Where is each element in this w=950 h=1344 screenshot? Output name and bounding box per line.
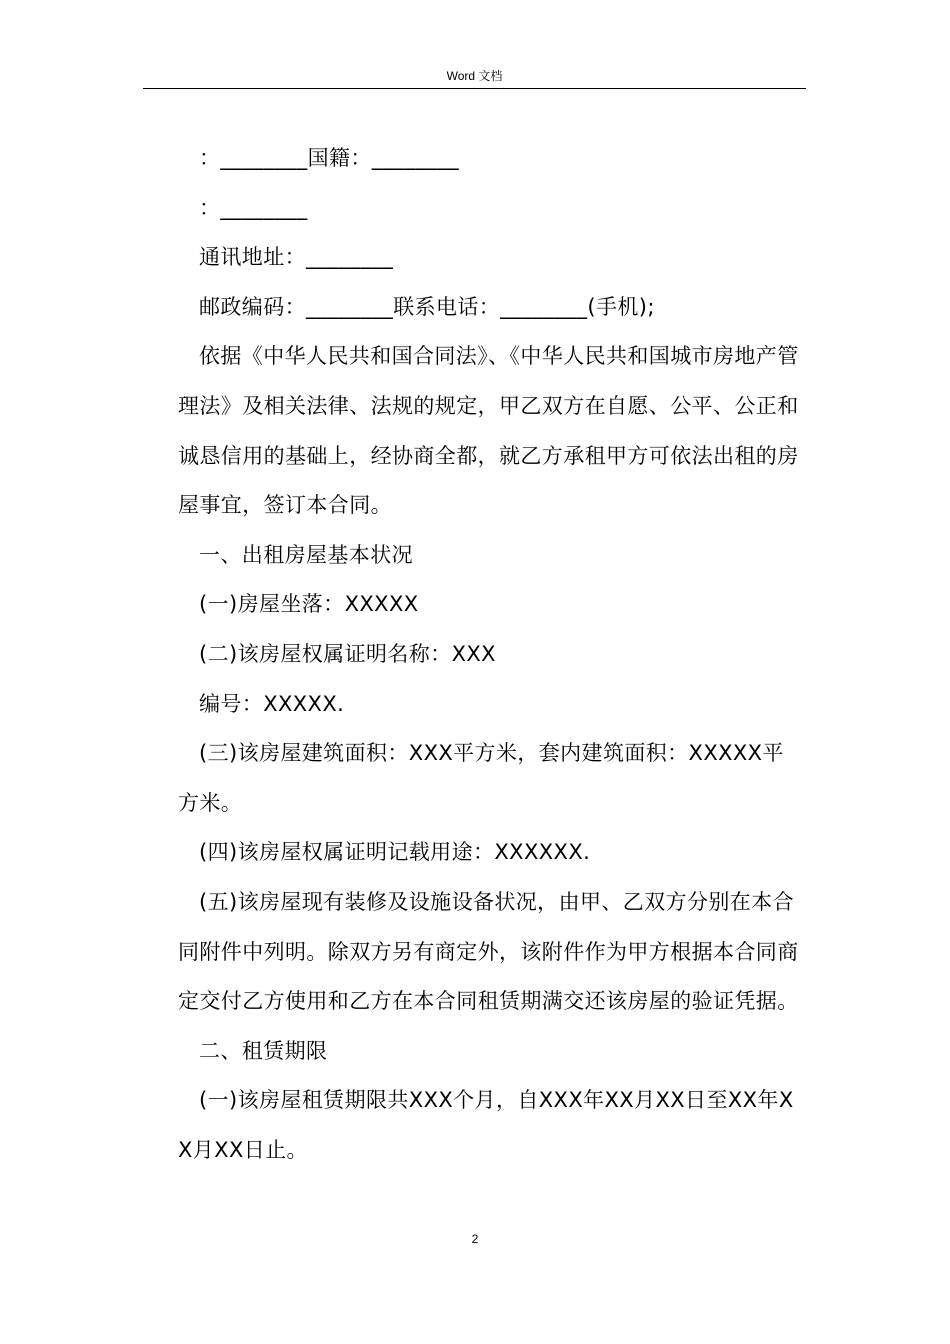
preamble-paragraph: 依据《中华人民共和国合同法》、《中华人民共和国城市房地产管理法》及相关法律、法规的规定，甲乙双方在自愿、公平、公正和诚恳信用的基础上，经协商全都，就乙方承租甲方可依法出租的房屋事宜，签订本合同。 [178,344,799,518]
blank-field-line: ：________ [199,195,308,220]
page-header [143,68,806,89]
address-line: 通讯地址：________ [199,245,394,270]
page-number: 2 [471,1232,479,1246]
certificate-number: 编号：XXXXX. [199,691,345,716]
clause-1-5: (五)该房屋现有装修及设施设备状况，由甲、乙双方分别在本合同附件中列明。除双方另有商定外，该附件作为甲方根据本合同商定交付乙方使用和乙方在本合同租赁期满交还该房屋的验证凭据。 [178,889,799,1014]
nationality-line: ：________国籍：________ [199,146,459,170]
section-heading-2: 二、租赁期限 [199,1038,328,1063]
clause-1-2: (二)该房屋权属证明名称：XXX [199,641,496,666]
section-heading-1: 一、出租房屋基本状况 [199,542,413,567]
clause-1-1: (一)房屋坐落：XXXXX [199,592,419,617]
postcode-phone-line: 邮政编码：________联系电话：________(手机); [199,294,655,319]
header-title: Word 文档 [446,69,503,83]
document-body [178,134,804,1175]
clause-1-3: (三)该房屋建筑面积：XXX平方米，套内建筑面积：XXXXX平方米。 [178,741,784,815]
clause-1-4: (四)该房屋权属证明记载用途：XXXXXX. [199,840,591,865]
clause-2-1: (一)该房屋租赁期限共XXX个月，自XXX年XX月XX日至XX年XX月XX日止。 [178,1088,794,1162]
